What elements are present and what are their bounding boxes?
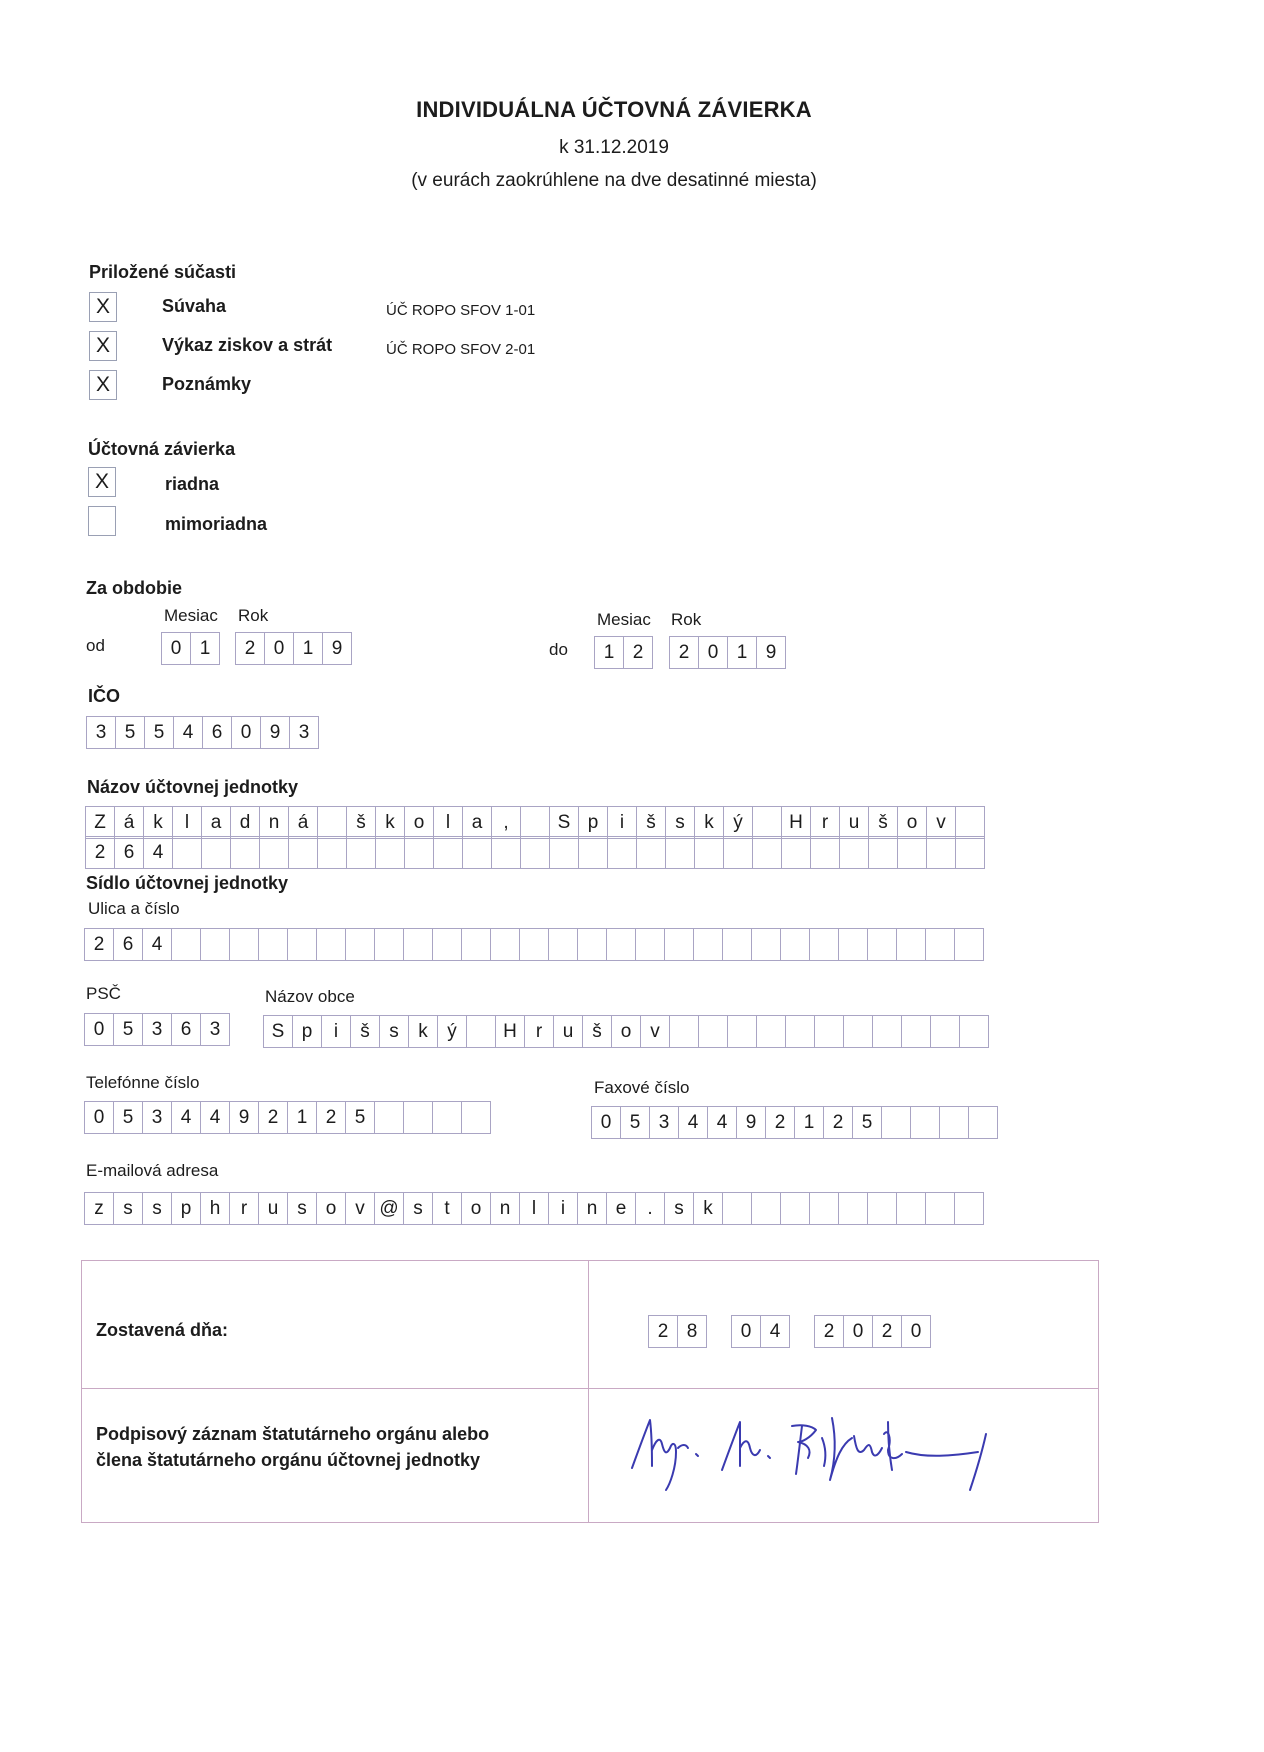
char-box: š [636, 806, 666, 839]
char-box: 0 [231, 716, 261, 749]
char-box: a [201, 806, 231, 839]
char-box: s [664, 1192, 694, 1225]
from-year-field[interactable] [235, 632, 352, 665]
char-box: 6 [113, 928, 143, 961]
char-box: h [200, 1192, 230, 1225]
char-box: 9 [322, 632, 352, 665]
char-box [172, 836, 202, 869]
char-box: 1 [794, 1106, 824, 1139]
to-month-label: Mesiac [597, 610, 651, 629]
char-box [490, 928, 520, 961]
char-box: 0 [264, 632, 294, 665]
char-box [868, 836, 898, 869]
char-box: 4 [173, 716, 203, 749]
char-box: l [519, 1192, 549, 1225]
char-box: . [635, 1192, 665, 1225]
street-field[interactable] [84, 928, 984, 961]
char-box: 2 [84, 928, 114, 961]
from-month-field[interactable] [161, 632, 220, 665]
char-box: 2 [669, 636, 699, 669]
char-box [669, 1015, 699, 1048]
char-box: S [549, 806, 579, 839]
signature-label-line-2: člena štatutárneho orgánu účtovnej jednotky [96, 1450, 481, 1470]
email-field[interactable] [84, 1192, 984, 1225]
table-divider-vertical [588, 1261, 589, 1522]
char-box [867, 928, 897, 961]
char-box: 9 [229, 1101, 259, 1134]
char-box: 0 [843, 1315, 873, 1348]
char-box: o [461, 1192, 491, 1225]
to-label: do [549, 640, 568, 659]
char-box: 2 [765, 1106, 795, 1139]
currency-note: (v eurách zaokrúhlene na dve desatinné miesta) [411, 170, 817, 191]
char-box [664, 928, 694, 961]
compiled-month-field[interactable] [731, 1315, 790, 1348]
char-box [491, 836, 521, 869]
char-box: 3 [142, 1101, 172, 1134]
entity-name-label: Názov účtovnej jednotky [87, 777, 299, 797]
char-box: o [316, 1192, 346, 1225]
char-box: 2 [235, 632, 265, 665]
char-box [258, 928, 288, 961]
option-riadna: riadna [165, 474, 220, 494]
checkbox-suvaha[interactable]: X [89, 292, 117, 322]
char-box [461, 928, 491, 961]
char-box: 8 [677, 1315, 707, 1348]
char-box: á [288, 806, 318, 839]
char-box: 2 [648, 1315, 678, 1348]
checkbox-vykaz[interactable]: X [89, 331, 117, 361]
char-box: š [350, 1015, 380, 1048]
char-box [751, 928, 781, 961]
char-box [926, 836, 956, 869]
char-box [901, 1015, 931, 1048]
char-box: l [433, 806, 463, 839]
char-box [723, 836, 753, 869]
attachments-label: Priložené súčasti [89, 262, 237, 282]
char-box: 0 [698, 636, 728, 669]
from-year-label: Rok [238, 606, 269, 625]
char-box [939, 1106, 969, 1139]
ico-label: IČO [88, 686, 121, 706]
char-box: t [432, 1192, 462, 1225]
char-box: p [292, 1015, 322, 1048]
char-box: 1 [727, 636, 757, 669]
char-box: a [462, 806, 492, 839]
char-box [722, 1192, 752, 1225]
char-box: r [524, 1015, 554, 1048]
char-box [462, 836, 492, 869]
char-box: š [582, 1015, 612, 1048]
ico-field[interactable] [86, 716, 319, 749]
char-box [520, 836, 550, 869]
char-box: 0 [84, 1101, 114, 1134]
char-box: z [84, 1192, 114, 1225]
signature-strokes [632, 1418, 986, 1490]
char-box: 4 [707, 1106, 737, 1139]
char-box: 5 [852, 1106, 882, 1139]
char-box: 2 [823, 1106, 853, 1139]
char-box [694, 836, 724, 869]
attachment-code-suvaha: ÚČ ROPO SFOV 1-01 [386, 302, 536, 319]
phone-field[interactable] [84, 1101, 491, 1134]
checkbox-poznamky[interactable]: X [89, 370, 117, 400]
char-box: 6 [202, 716, 232, 749]
char-box: S [263, 1015, 293, 1048]
char-box: k [693, 1192, 723, 1225]
char-box: 1 [190, 632, 220, 665]
handwritten-signature [626, 1408, 1046, 1498]
char-box [606, 928, 636, 961]
char-box [693, 928, 723, 961]
char-box [665, 836, 695, 869]
char-box: v [640, 1015, 670, 1048]
char-box [577, 928, 607, 961]
attachment-name-suvaha: Súvaha [162, 296, 227, 316]
char-box: s [113, 1192, 143, 1225]
page-title: INDIVIDUÁLNA ÚČTOVNÁ ZÁVIERKA [416, 97, 812, 122]
char-box [229, 928, 259, 961]
date-line: k 31.12.2019 [559, 137, 669, 158]
char-box: r [810, 806, 840, 839]
char-box: i [607, 806, 637, 839]
char-box: s [287, 1192, 317, 1225]
char-box: d [230, 806, 260, 839]
signature-label-line-1: Podpisový záznam štatutárneho orgánu alebo [96, 1424, 490, 1444]
char-box: 2 [258, 1101, 288, 1134]
city-label: Názov obce [265, 987, 355, 1006]
char-box: ý [437, 1015, 467, 1048]
char-box: p [171, 1192, 201, 1225]
char-box: 0 [901, 1315, 931, 1348]
char-box [433, 836, 463, 869]
char-box: @ [374, 1192, 404, 1225]
char-box: 6 [114, 836, 144, 869]
char-box [930, 1015, 960, 1048]
char-box: 4 [760, 1315, 790, 1348]
char-box: s [665, 806, 695, 839]
from-label: od [86, 636, 105, 655]
char-box: 6 [171, 1013, 201, 1046]
street-label: Ulica a číslo [88, 899, 180, 918]
char-box: u [553, 1015, 583, 1048]
compiled-year-field[interactable] [814, 1315, 931, 1348]
char-box [897, 836, 927, 869]
char-box [955, 806, 985, 839]
char-box [171, 928, 201, 961]
char-box [432, 928, 462, 961]
char-box: 5 [620, 1106, 650, 1139]
char-box: 9 [736, 1106, 766, 1139]
char-box: k [694, 806, 724, 839]
char-box: 4 [200, 1101, 230, 1134]
period-label: Za obdobie [86, 578, 182, 598]
char-box [785, 1015, 815, 1048]
char-box [896, 1192, 926, 1225]
char-box [838, 1192, 868, 1225]
char-box: 3 [86, 716, 116, 749]
char-box: k [143, 806, 173, 839]
char-box [345, 928, 375, 961]
char-box [466, 1015, 496, 1048]
char-box: 5 [345, 1101, 375, 1134]
char-box: 2 [814, 1315, 844, 1348]
char-box [814, 1015, 844, 1048]
char-box: v [345, 1192, 375, 1225]
char-box: š [868, 806, 898, 839]
char-box: 4 [171, 1101, 201, 1134]
char-box [578, 836, 608, 869]
char-box [756, 1015, 786, 1048]
checkbox-riadna[interactable]: X [88, 467, 116, 497]
char-box: ý [723, 806, 753, 839]
char-box [636, 836, 666, 869]
char-box [520, 806, 550, 839]
char-box: 3 [142, 1013, 172, 1046]
entity-name-line-2[interactable] [85, 836, 985, 869]
fax-label: Faxové číslo [594, 1078, 690, 1097]
char-box [968, 1106, 998, 1139]
char-box [781, 836, 811, 869]
char-box: 2 [316, 1101, 346, 1134]
char-box [752, 806, 782, 839]
char-box [316, 928, 346, 961]
char-box [843, 1015, 873, 1048]
char-box: 3 [289, 716, 319, 749]
char-box: k [408, 1015, 438, 1048]
char-box [288, 836, 318, 869]
attachment-code-vykaz: ÚČ ROPO SFOV 2-01 [386, 341, 536, 358]
char-box [519, 928, 549, 961]
char-box: l [172, 806, 202, 839]
char-box [780, 1192, 810, 1225]
char-box [910, 1106, 940, 1139]
char-box [780, 928, 810, 961]
char-box [839, 836, 869, 869]
char-box [201, 836, 231, 869]
char-box [374, 928, 404, 961]
char-box: 4 [142, 928, 172, 961]
char-box: v [926, 806, 956, 839]
email-label: E-mailová adresa [86, 1161, 219, 1180]
char-box [925, 928, 955, 961]
attachment-name-poznamky: Poznámky [162, 374, 252, 394]
char-box [872, 1015, 902, 1048]
to-month-field[interactable] [594, 636, 653, 669]
char-box: s [379, 1015, 409, 1048]
char-box [751, 1192, 781, 1225]
char-box: e [606, 1192, 636, 1225]
checkbox-mimoriadna[interactable] [88, 506, 116, 536]
char-box [317, 806, 347, 839]
char-box: 1 [293, 632, 323, 665]
char-box [549, 836, 579, 869]
char-box [722, 928, 752, 961]
char-box [432, 1101, 462, 1134]
to-year-label: Rok [671, 610, 702, 629]
char-box [287, 928, 317, 961]
char-box [403, 1101, 433, 1134]
char-box: 5 [113, 1013, 143, 1046]
char-box [896, 928, 926, 961]
char-box [403, 928, 433, 961]
char-box: 2 [623, 636, 653, 669]
char-box [954, 928, 984, 961]
char-box: k [375, 806, 405, 839]
char-box [954, 1192, 984, 1225]
char-box: r [229, 1192, 259, 1225]
char-box: s [142, 1192, 172, 1225]
char-box [959, 1015, 989, 1048]
char-box: 1 [594, 636, 624, 669]
char-box [375, 836, 405, 869]
char-box [607, 836, 637, 869]
compiled-day-field[interactable] [648, 1315, 707, 1348]
char-box: 5 [113, 1101, 143, 1134]
char-box: s [403, 1192, 433, 1225]
option-mimoriadna: mimoriadna [165, 514, 268, 534]
char-box: n [259, 806, 289, 839]
char-box [259, 836, 289, 869]
char-box [404, 836, 434, 869]
char-box [881, 1106, 911, 1139]
from-month-label: Mesiac [164, 606, 218, 625]
char-box: 1 [287, 1101, 317, 1134]
char-box: 5 [115, 716, 145, 749]
address-label: Sídlo účtovnej jednotky [86, 873, 289, 893]
zip-field[interactable] [84, 1013, 230, 1046]
attachment-name-vykaz: Výkaz ziskov a strát [162, 335, 333, 355]
zip-label: PSČ [86, 984, 121, 1003]
entity-name-line-1[interactable] [85, 806, 985, 839]
char-box: o [897, 806, 927, 839]
char-box: 2 [872, 1315, 902, 1348]
char-box [230, 836, 260, 869]
char-box [548, 928, 578, 961]
char-box: i [321, 1015, 351, 1048]
char-box: á [114, 806, 144, 839]
char-box [317, 836, 347, 869]
statement-type-label: Účtovná závierka [88, 439, 236, 459]
char-box: 0 [731, 1315, 761, 1348]
table-divider-horizontal [82, 1388, 1098, 1389]
char-box: 9 [756, 636, 786, 669]
char-box: 4 [678, 1106, 708, 1139]
char-box: 9 [260, 716, 290, 749]
char-box [867, 1192, 897, 1225]
char-box: H [495, 1015, 525, 1048]
char-box [698, 1015, 728, 1048]
char-box [727, 1015, 757, 1048]
char-box [809, 928, 839, 961]
compiled-label: Zostavená dňa: [96, 1320, 229, 1340]
char-box: 4 [143, 836, 173, 869]
char-box: 3 [200, 1013, 230, 1046]
char-box: n [577, 1192, 607, 1225]
char-box: 2 [85, 836, 115, 869]
char-box [752, 836, 782, 869]
char-box [955, 836, 985, 869]
char-box [374, 1101, 404, 1134]
char-box [346, 836, 376, 869]
char-box: 3 [649, 1106, 679, 1139]
city-field[interactable] [263, 1015, 989, 1048]
char-box: 0 [591, 1106, 621, 1139]
char-box: o [404, 806, 434, 839]
char-box: p [578, 806, 608, 839]
char-box: , [491, 806, 521, 839]
char-box [810, 836, 840, 869]
char-box [461, 1101, 491, 1134]
char-box [200, 928, 230, 961]
char-box: 0 [161, 632, 191, 665]
char-box [809, 1192, 839, 1225]
char-box: 0 [84, 1013, 114, 1046]
char-box: i [548, 1192, 578, 1225]
char-box [925, 1192, 955, 1225]
char-box: Z [85, 806, 115, 839]
char-box: u [839, 806, 869, 839]
char-box: H [781, 806, 811, 839]
char-box: š [346, 806, 376, 839]
phone-label: Telefónne číslo [86, 1073, 200, 1092]
char-box: n [490, 1192, 520, 1225]
char-box: u [258, 1192, 288, 1225]
char-box [635, 928, 665, 961]
to-year-field[interactable] [669, 636, 786, 669]
char-box: 5 [144, 716, 174, 749]
fax-field[interactable] [591, 1106, 998, 1139]
char-box: o [611, 1015, 641, 1048]
char-box [838, 928, 868, 961]
